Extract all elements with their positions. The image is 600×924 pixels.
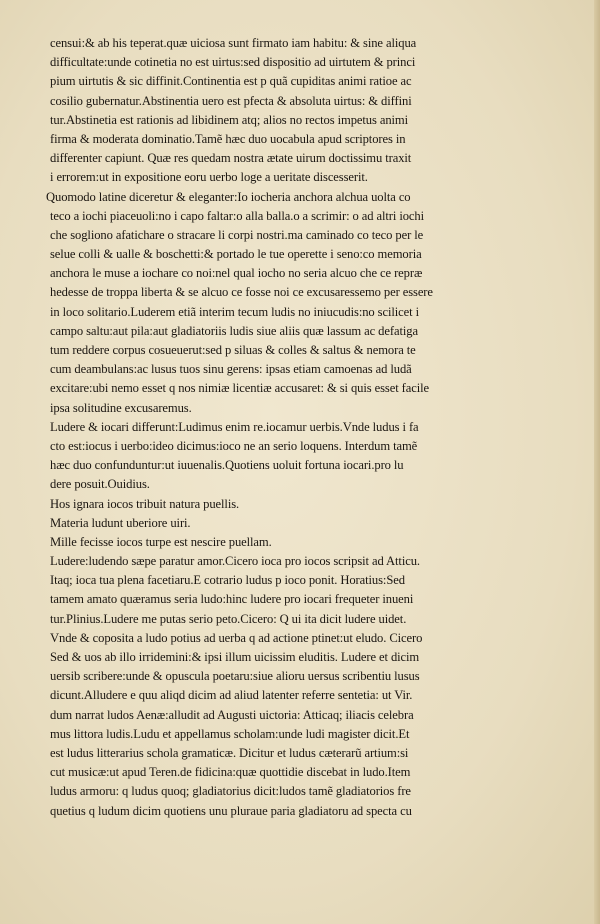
text-line: Ludere:ludendo sæpe paratur amor.Cicero ioca pro iocos scripsit ad Atticu.	[50, 554, 420, 569]
text-line: quetius q ludum dicim quotiens unu pluraue paria gladiatoru ad specta cu	[50, 803, 412, 818]
text-line: mus littora ludis.Ludu et appellamus scholam:unde ludi magister dicit.Et	[50, 726, 410, 741]
text-line: differenter capiunt. Quæ res quedam nostra ætate uirum doctissimu traxit	[50, 151, 412, 166]
text-line: pium uirtutis & sic diffinit.Continentia est p quã cupiditas animi ratioe ac	[50, 74, 412, 89]
text-line: i errorem:ut in expositione eoru uerbo loge a ueritate discesserit.	[50, 170, 368, 185]
text-line: censui:& ab his teperat.quæ uiciosa sunt firmato iam habitu: & sine aliqua	[50, 36, 417, 50]
text-line: est ludus litterarius schola gramaticæ. Dicitur et ludus cæterarũ artium:si	[50, 745, 409, 760]
text-line: cto est:iocus i uerbo:ideo dicimus:ioco ne an serio loquens. Interdum tamẽ	[50, 438, 418, 453]
verse-line: Mille fecisse iocos turpe est nescire puellam.	[50, 534, 272, 549]
verse-line: Materia ludunt uberiore uiri.	[50, 515, 191, 530]
text-line: tum reddere corpus cosueuerut:sed p siluas & colles & saltus & nemora te	[50, 343, 416, 357]
text-line: che sogliono afatichare o stracare li corpi nostri.ma caminado co teco per le	[50, 227, 424, 242]
text-line: firma & moderata dominatio.Tamẽ hæc duo uocabula apud scriptores in	[50, 131, 406, 146]
text-line: tamem amato quæramus seria ludo:hinc ludere pro iocari frequeter inueni	[50, 592, 414, 607]
incunable-text-block	[46, 34, 572, 821]
verse-line: Hos ignara iocos tribuit natura puellis.	[50, 496, 240, 511]
text-line: dicunt.Alludere e quu aliqd dicim ad aliud latenter referre sentetia: ut Vir.	[50, 688, 413, 703]
text-line: Sed & uos ab illo irridemini:& ipsi illum uicissim eluditis. Ludere et dicim	[50, 650, 420, 664]
text-line: anchora le muse a iochare co noi:nel qual iocho no seria alcuo che ce repræ	[50, 266, 423, 281]
text-line: campo saltu:aut pila:aut gladiatoriis ludis siue aliis quæ lassum ac defatiga	[50, 323, 418, 338]
text-line: Vnde & coposita a ludo potius ad uerba q ad actione ptinet:ut eludo. Cicero	[50, 630, 423, 645]
text-line: hæc duo confunduntur:ut iuuenalis.Quotiens uoluit fortuna iocari.pro lu	[50, 458, 404, 473]
text-line: uersib scribere:unde & opuscula poetaru:siue alioru uersus scribentiu lusus	[50, 669, 420, 684]
paragraph-start-line: Quomodo latine diceretur & eleganter:Io iocheria anchora alchua uolta co	[46, 189, 411, 204]
text-line: cosilio gubernatur.Abstinentia uero est pfecta & absoluta uirtus: & diffini	[50, 93, 412, 108]
page-edge-shadow	[594, 0, 600, 924]
text-line: selue colli & ualle & boschetti:& portado le tue operette i seno:co memoria	[50, 247, 422, 262]
text-line: teco a iochi piaceuoli:no i capo faltar:o alla balla.o a scrimir: o ad altri iochi	[50, 208, 425, 223]
paragraph-start-line: Ludere & iocari differunt:Ludimus enim re.iocamur uerbis.Vnde ludus i fa	[50, 419, 419, 434]
text-line: ipsa solitudine excusaremus.	[50, 400, 192, 415]
text-line: ludus armoru: q ludus quoq; gladiatorius dicit:ludos tamẽ gladiatorios fre	[50, 784, 411, 799]
text-line: excitare:ubi nemo esset q nos nimiæ licentiæ accusaret: & si quis esset facile	[50, 381, 430, 396]
text-line: Itaq; ioca tua plena facetiaru.E cotrario ludus p ioco ponit. Horatius:Sed	[50, 573, 405, 588]
text-line: hedesse de troppa liberta & se alcuo ce fosse noi ce excusaressemo per essere	[50, 285, 433, 300]
text-line: difficultate:unde cotinetia no est uirtus:sed dispositio ad uirtutem & princi	[50, 55, 416, 70]
text-line: dum narrat ludos Aenæ:alludit ad Augusti uictoria: Atticaq; iliacis celebra	[50, 707, 414, 722]
text-line: tur.Abstinetia est rationis ad libidinem atq; alios no rectos impetus animi	[50, 112, 409, 127]
text-line: dere posuit.Ouidius.	[50, 477, 150, 492]
text-line: tur.Plinius.Ludere me putas serio peto.Cicero: Q ui ita dicit ludere uidet.	[50, 611, 407, 626]
text-line: in loco solitario.Luderem etiã interim tecum ludis no iniucudis:no scilicet i	[50, 304, 419, 319]
text-line: cum deambulans:ac lusus tuos sinu gerens: ipsas etiam camoenas ad ludã	[50, 362, 412, 377]
text-line: cut musicæ:ut apud Teren.de fidicina:quæ quottidie discebat in ludo.Item	[50, 765, 411, 780]
